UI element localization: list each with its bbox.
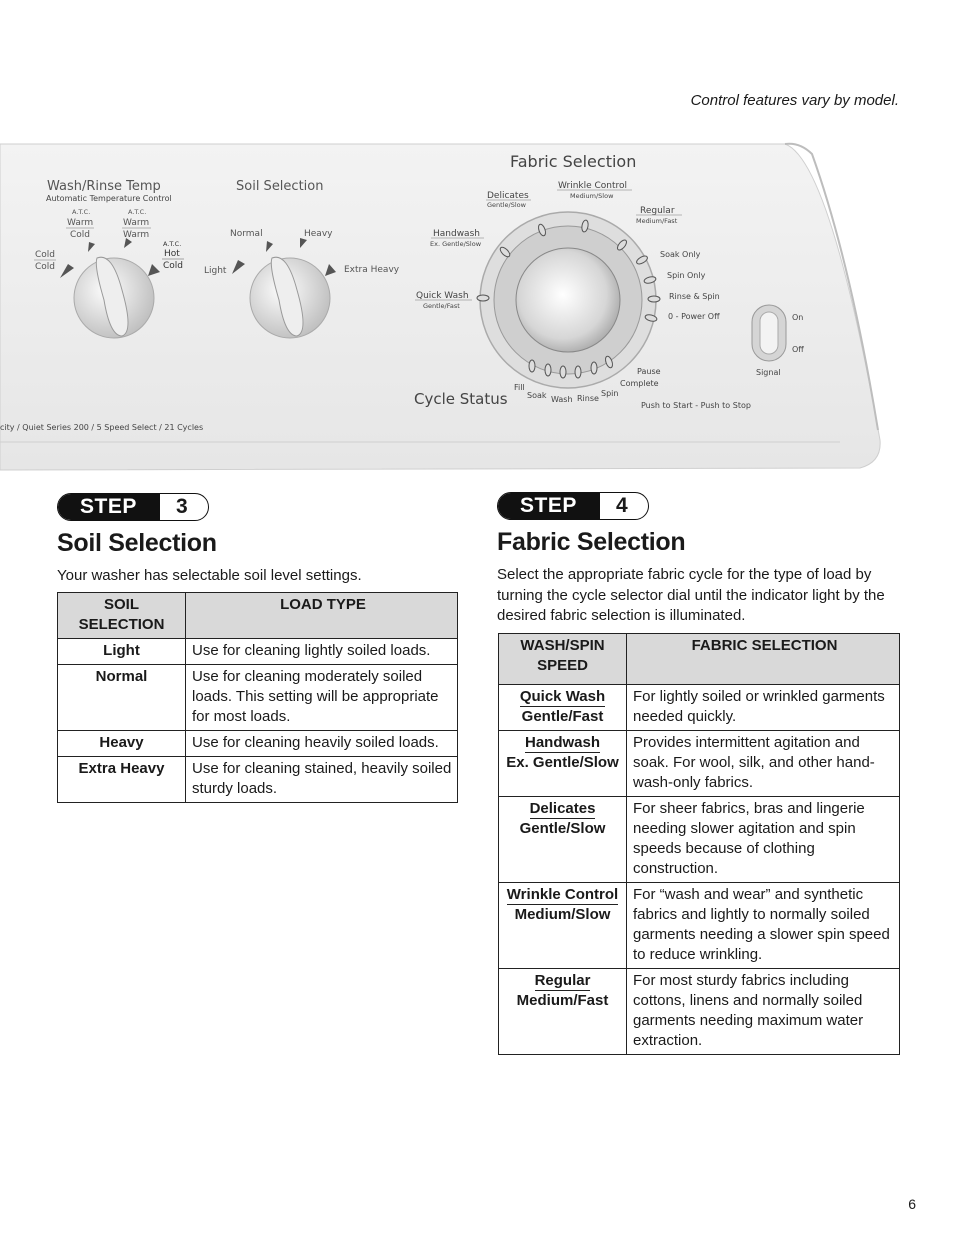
- svg-text:A.T.C.: A.T.C.: [128, 208, 147, 216]
- table-row: Wrinkle Control Medium/Slow For “wash and wear” and synthetic fabrics and lightly to normally soiled garments needing a slower spin speed to reduce wrinkling.: [499, 883, 900, 969]
- svg-text:Delicates: Delicates: [487, 191, 529, 201]
- svg-text:Complete: Complete: [620, 379, 659, 388]
- wash-rinse-title: Wash/Rinse Temp: [47, 179, 161, 194]
- wash-rinse-subtitle: Automatic Temperature Control: [46, 194, 172, 203]
- svg-text:Pause: Pause: [637, 367, 661, 376]
- svg-text:Warm: Warm: [123, 218, 150, 228]
- svg-text:Gentle/Fast: Gentle/Fast: [423, 302, 460, 310]
- table-row: Light Use for cleaning lightly soiled loads.: [58, 639, 458, 665]
- svg-text:Cold: Cold: [70, 230, 91, 240]
- push-start-label: Push to Start - Push to Stop: [641, 401, 751, 410]
- svg-text:Regular: Regular: [640, 206, 675, 216]
- svg-text:0 - Power Off: 0 - Power Off: [668, 312, 720, 321]
- fabric-selection-table: [498, 633, 900, 1055]
- svg-text:Cold: Cold: [35, 250, 56, 260]
- table-row: Handwash Ex. Gentle/Slow Provides intermittent agitation and soak. For wool, silk, and other hand-wash-only fabrics.: [499, 731, 900, 797]
- svg-text:Extra Heavy: Extra Heavy: [344, 265, 400, 275]
- signal-switch[interactable]: [752, 305, 786, 361]
- svg-text:Medium/Slow: Medium/Slow: [570, 192, 614, 200]
- svg-text:Heavy: Heavy: [304, 229, 333, 239]
- svg-text:Cold: Cold: [163, 261, 184, 271]
- table-row: Normal Use for cleaning moderately soiled loads. This setting will be appropriate for most loads.: [58, 665, 458, 731]
- svg-text:Quick Wash: Quick Wash: [416, 291, 469, 301]
- column-header: LOAD TYPE: [186, 593, 458, 639]
- svg-text:Rinse & Spin: Rinse & Spin: [669, 292, 720, 301]
- table-row: Regular Medium/Fast For most sturdy fabrics including cottons, linens and normally soiled garments needing maximum water extraction.: [499, 969, 900, 1055]
- svg-text:Ex. Gentle/Slow: Ex. Gentle/Slow: [430, 240, 482, 248]
- svg-text:Rinse: Rinse: [577, 394, 599, 403]
- soil-selection-title: Soil Selection: [57, 529, 217, 557]
- svg-text:Warm: Warm: [123, 230, 150, 240]
- model-line: city / Quiet Series 200 / 5 Speed Select / 21 Cycles: [0, 423, 204, 432]
- soil-selection-intro: Your washer has selectable soil level settings.: [57, 567, 362, 584]
- svg-text:Off: Off: [792, 345, 804, 354]
- column-header: FABRIC SELECTION: [627, 634, 900, 685]
- svg-text:Soak: Soak: [527, 391, 547, 400]
- cycle-status-title: Cycle Status: [414, 390, 508, 408]
- column-header: SOIL SELECTION: [58, 593, 186, 639]
- svg-text:Spin: Spin: [601, 389, 619, 398]
- svg-text:A.T.C.: A.T.C.: [163, 240, 182, 248]
- svg-text:Hot: Hot: [164, 249, 180, 259]
- svg-text:Gentle/Slow: Gentle/Slow: [487, 201, 526, 209]
- svg-text:Spin Only: Spin Only: [667, 271, 706, 280]
- svg-text:Soak Only: Soak Only: [660, 250, 701, 259]
- svg-text:Handwash: Handwash: [433, 229, 480, 239]
- svg-text:Warm: Warm: [67, 218, 94, 228]
- page-number: 6: [908, 1196, 916, 1212]
- soil-panel-title: Soil Selection: [236, 179, 324, 194]
- table-row: Extra Heavy Use for cleaning stained, heavily soiled sturdy loads.: [58, 757, 458, 803]
- svg-text:Medium/Fast: Medium/Fast: [636, 217, 678, 225]
- control-panel-illustration: [0, 140, 954, 480]
- svg-text:Fill: Fill: [514, 383, 525, 392]
- fabric-selection-title: Fabric Selection: [497, 528, 686, 556]
- soil-selection-table: [57, 592, 458, 803]
- model-note: Control features vary by model.: [690, 92, 899, 109]
- table-row: Heavy Use for cleaning heavily soiled loads.: [58, 731, 458, 757]
- table-row: Delicates Gentle/Slow For sheer fabrics, bras and lingerie needing slower agitation and spin speeds because of clothing construction.: [499, 797, 900, 883]
- svg-text:Signal: Signal: [756, 368, 781, 377]
- fabric-panel-title: Fabric Selection: [510, 152, 637, 171]
- svg-text:Cold: Cold: [35, 262, 56, 272]
- svg-text:Wrinkle Control: Wrinkle Control: [558, 181, 628, 191]
- svg-text:A.T.C.: A.T.C.: [72, 208, 91, 216]
- svg-text:Light: Light: [204, 266, 227, 276]
- column-header: WASH/SPIN SPEED: [499, 634, 627, 685]
- svg-text:Normal: Normal: [230, 229, 263, 239]
- svg-text:On: On: [792, 313, 804, 322]
- table-row: Quick Wash Gentle/Fast For lightly soiled or wrinkled garments needed quickly.: [499, 685, 900, 731]
- fabric-selection-intro: Select the appropriate fabric cycle for the type of load by turning the cycle selector dial until the indicator light by the desired fabric selection is illuminated.: [497, 566, 885, 624]
- svg-text:Wash: Wash: [551, 395, 573, 404]
